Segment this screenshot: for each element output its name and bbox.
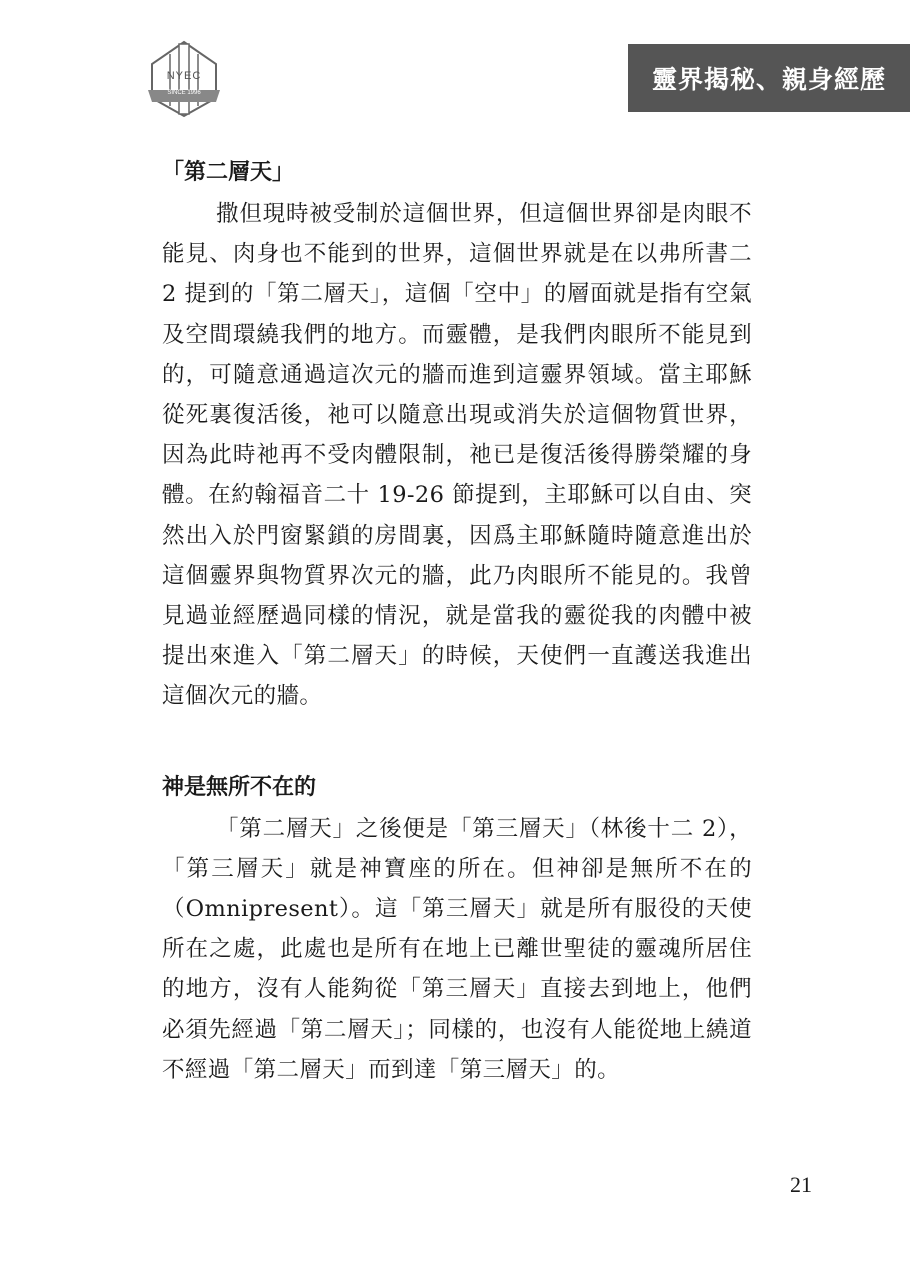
chapter-title: 靈界揭秘、親身經歷 <box>651 65 886 94</box>
section-paragraph: 「第二層天」之後便是「第三層天」（林後十二 2），「第三層天」就是神寶座的所在。但神卻是無所不在的（Omnipresent）。這「第三層天」就是所有服役的天使所在之處，此處也是所有在地上已離世聖徒的靈魂所居住的地方，沒有人能夠從「第三層天」直接去到地上，他們必須先經過「第二層天」；同樣的，也沒有人能從地上繞道不經過「第二層天」而到達「第三層天」的。 <box>162 815 752 1083</box>
section-paragraph: 撒但現時被受制於這個世界，但這個世界卻是肉眼不能見、肉身也不能到的世界，這個世界就是在以弗所書二 2 提到的「第二層天」，這個「空中」的層面就是指有空氣及空間環繞我們的地方。而靈體，是我們肉眼所不能見到的，可隨意通過這次元的牆而進到這靈界領域。當主耶穌從死裏復活後，祂可以隨意出現或消失於這個物質世界，因為此時祂再不受肉體限制，祂已是復活後得勝榮耀的身體。在約翰福音二十 19-26 節提到，主耶穌可以自由、突然出入於門窗緊鎖的房間裏，因爲主耶穌隨時隨意進出於這個靈界與物質界次元的牆，此乃肉眼所不能見的。我曾見過並經歷過同樣的情況，就是當我的靈從我的肉體中被提出來進入「第二層天」的時候，天使們一直護送我進出這個次元的牆。 <box>162 201 752 710</box>
chapter-header-bar <box>628 44 910 112</box>
logo-text: NYEC <box>166 70 202 82</box>
section-heading: 神是無所不在的 <box>162 774 317 800</box>
section-heading: 「第二層天」 <box>162 160 295 185</box>
nyec-logo <box>146 40 222 118</box>
page-content <box>162 156 752 1090</box>
logo-ribbon-text: SINCE 1996 <box>167 90 201 96</box>
page-number: 21 <box>790 1172 812 1197</box>
